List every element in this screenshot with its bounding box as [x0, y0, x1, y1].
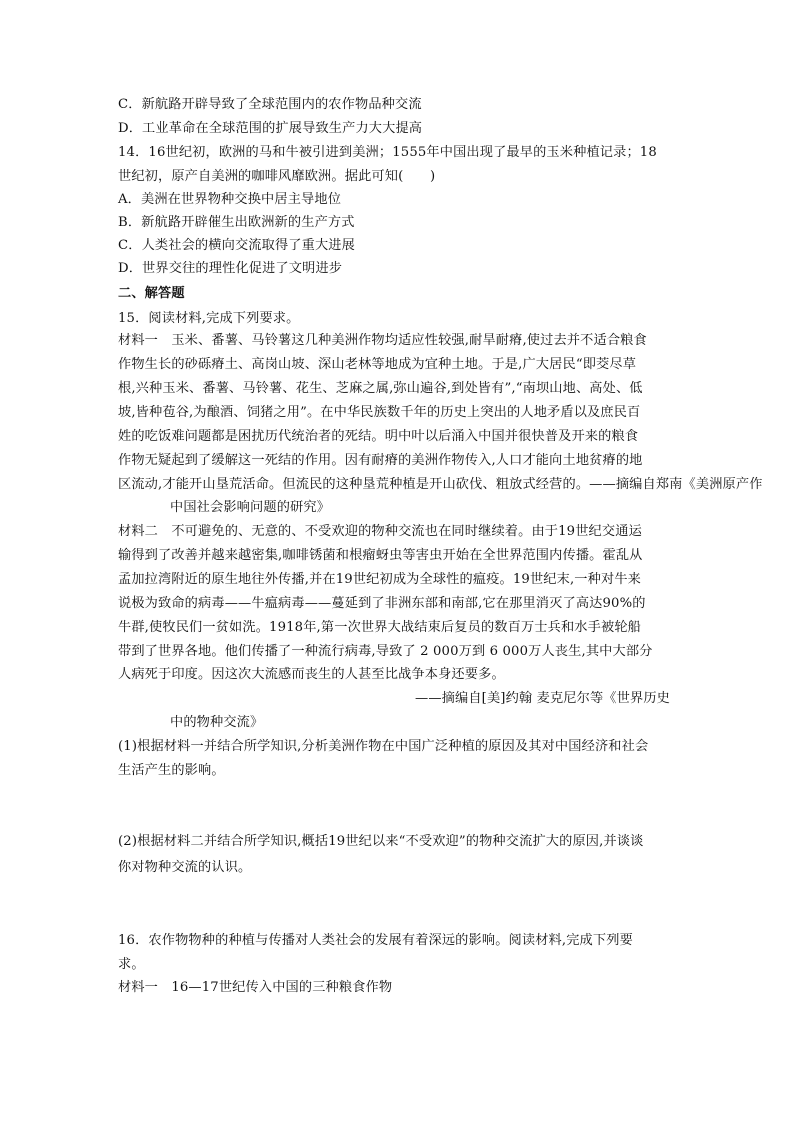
q15-sub1-line: (1)根据材料一并结合所学知识,分析美洲作物在中国广泛种植的原因及其对中国经济和社会 — [118, 739, 649, 754]
q15-material1-source: 中国社会影响问题的研究》 — [170, 500, 331, 515]
section-title: 二、解答题 — [118, 286, 185, 301]
q15-material1-line: 根,兴种玉米、番薯、马铃薯、花生、芝麻之属,弥山遍谷,到处皆有”,“南坝山地、高处、低 — [118, 381, 643, 396]
q15-material1-line: 姓的吃饭难问题都是困扰历代统治者的死结。明中叶以后涌入中国并很快普及开来的粮食 — [118, 429, 639, 444]
q15-material2-source: ——摘编自[美]约翰 麦克尼尔等《世界历史 — [414, 691, 670, 706]
q14-option-a: A．美洲在世界物种交换中居主导地位 — [118, 192, 342, 207]
q16-material1-title: 材料一 16—17世纪传入中国的三种粮食作物 — [118, 980, 393, 995]
q15-sub2-line: 你对物种交流的认识。 — [118, 860, 252, 875]
q15-material1-line: 区流动,才能开山垦荒活命。但流民的这种垦荒种植是开山砍伐、粗放式经营的。——摘编自郑南《美洲原产作 — [118, 477, 763, 492]
q15-material2-line: 材料二 不可避免的、无意的、不受欢迎的物种交流也在同时继续着。由于19世纪交通运 — [118, 524, 642, 539]
q15-material1-line: 材料一 玉米、番薯、马铃薯这几种美洲作物均适应性较强,耐旱耐瘠,使过去并不适合粮食 — [118, 333, 647, 348]
q15-material1-line: 坡,皆种苞谷,为酿酒、饲猪之用”。在中华民族数千年的历史上突出的人地矛盾以及庶民百 — [118, 405, 641, 420]
q13-option-d: D．工业革命在全球范围的扩展导致生产力大大提高 — [118, 121, 423, 136]
q15-material2-line: 说极为致命的病毒——牛瘟病毒——蔓延到了非洲东部和南部,它在那里消灭了高达90%的 — [118, 596, 646, 611]
q16-stem-line: 16．农作物物种的种植与传播对人类社会的发展有着深远的影响。阅读材料,完成下列要 — [118, 933, 633, 948]
q15-material1-line: 作物生长的砂砾瘠土、高岗山坡、深山老林等地成为宜种土地。于是,广大居民“即茭尽草 — [118, 357, 637, 372]
q15-material2-line: 牛群,使牧民们一贫如洗。1918年,第一次世界大战结束后复员的数百万士兵和水手被轮船 — [118, 620, 641, 635]
q15-material2-line: 人病死于印度。因这次大流感而丧生的人甚至比战争本身还要多。 — [118, 667, 505, 682]
q15-material2-line: 输得到了改善并越来越密集,咖啡锈菌和根瘤蚜虫等害虫开始在全世界范围内传播。霍乱从 — [118, 548, 643, 563]
q15-sub1-line: 生活产生的影响。 — [118, 763, 225, 778]
q14-option-b: B．新航路开辟催生出欧洲新的生产方式 — [118, 215, 355, 230]
q14-option-c: C．人类社会的横向交流取得了重大进展 — [118, 238, 355, 253]
q14-option-d: D．世界交往的理性化促进了文明进步 — [118, 261, 343, 276]
q13-option-c: C．新航路开辟导致了全球范围内的农作物品种交流 — [118, 97, 422, 112]
q15-material2-source-cont: 中的物种交流》 — [170, 715, 264, 730]
q15-sub2-line: (2)根据材料二并结合所学知识,概括19世纪以来“不受欢迎”的物种交流扩大的原因,并谈谈 — [118, 834, 644, 849]
q15-material2-line: 孟加拉湾附近的原生地往外传播,并在19世纪初成为全球性的瘟疫。19世纪末,一种对牛来 — [118, 572, 641, 587]
q15-material1-line: 作物无疑起到了缓解这一死结的作用。因有耐瘠的美洲作物传入,人口才能向土地贫瘠的地 — [118, 453, 643, 468]
q14-stem-line1: 14．16世纪初，欧洲的马和牛被引进到美洲；1555年中国出现了最早的玉米种植记录；18 — [118, 145, 657, 160]
q15-intro: 15．阅读材料,完成下列要求。 — [118, 311, 300, 326]
q16-stem-line: 求。 — [118, 957, 145, 972]
q14-stem-line2: 世纪初，原产自美洲的咖啡风靡欧洲。据此可知( ) — [118, 169, 436, 184]
q15-material2-line: 带到了世界各地。他们传播了一种流行病毒,导致了 2 000万到 6 000万人丧生,其中大部分 — [118, 644, 653, 659]
